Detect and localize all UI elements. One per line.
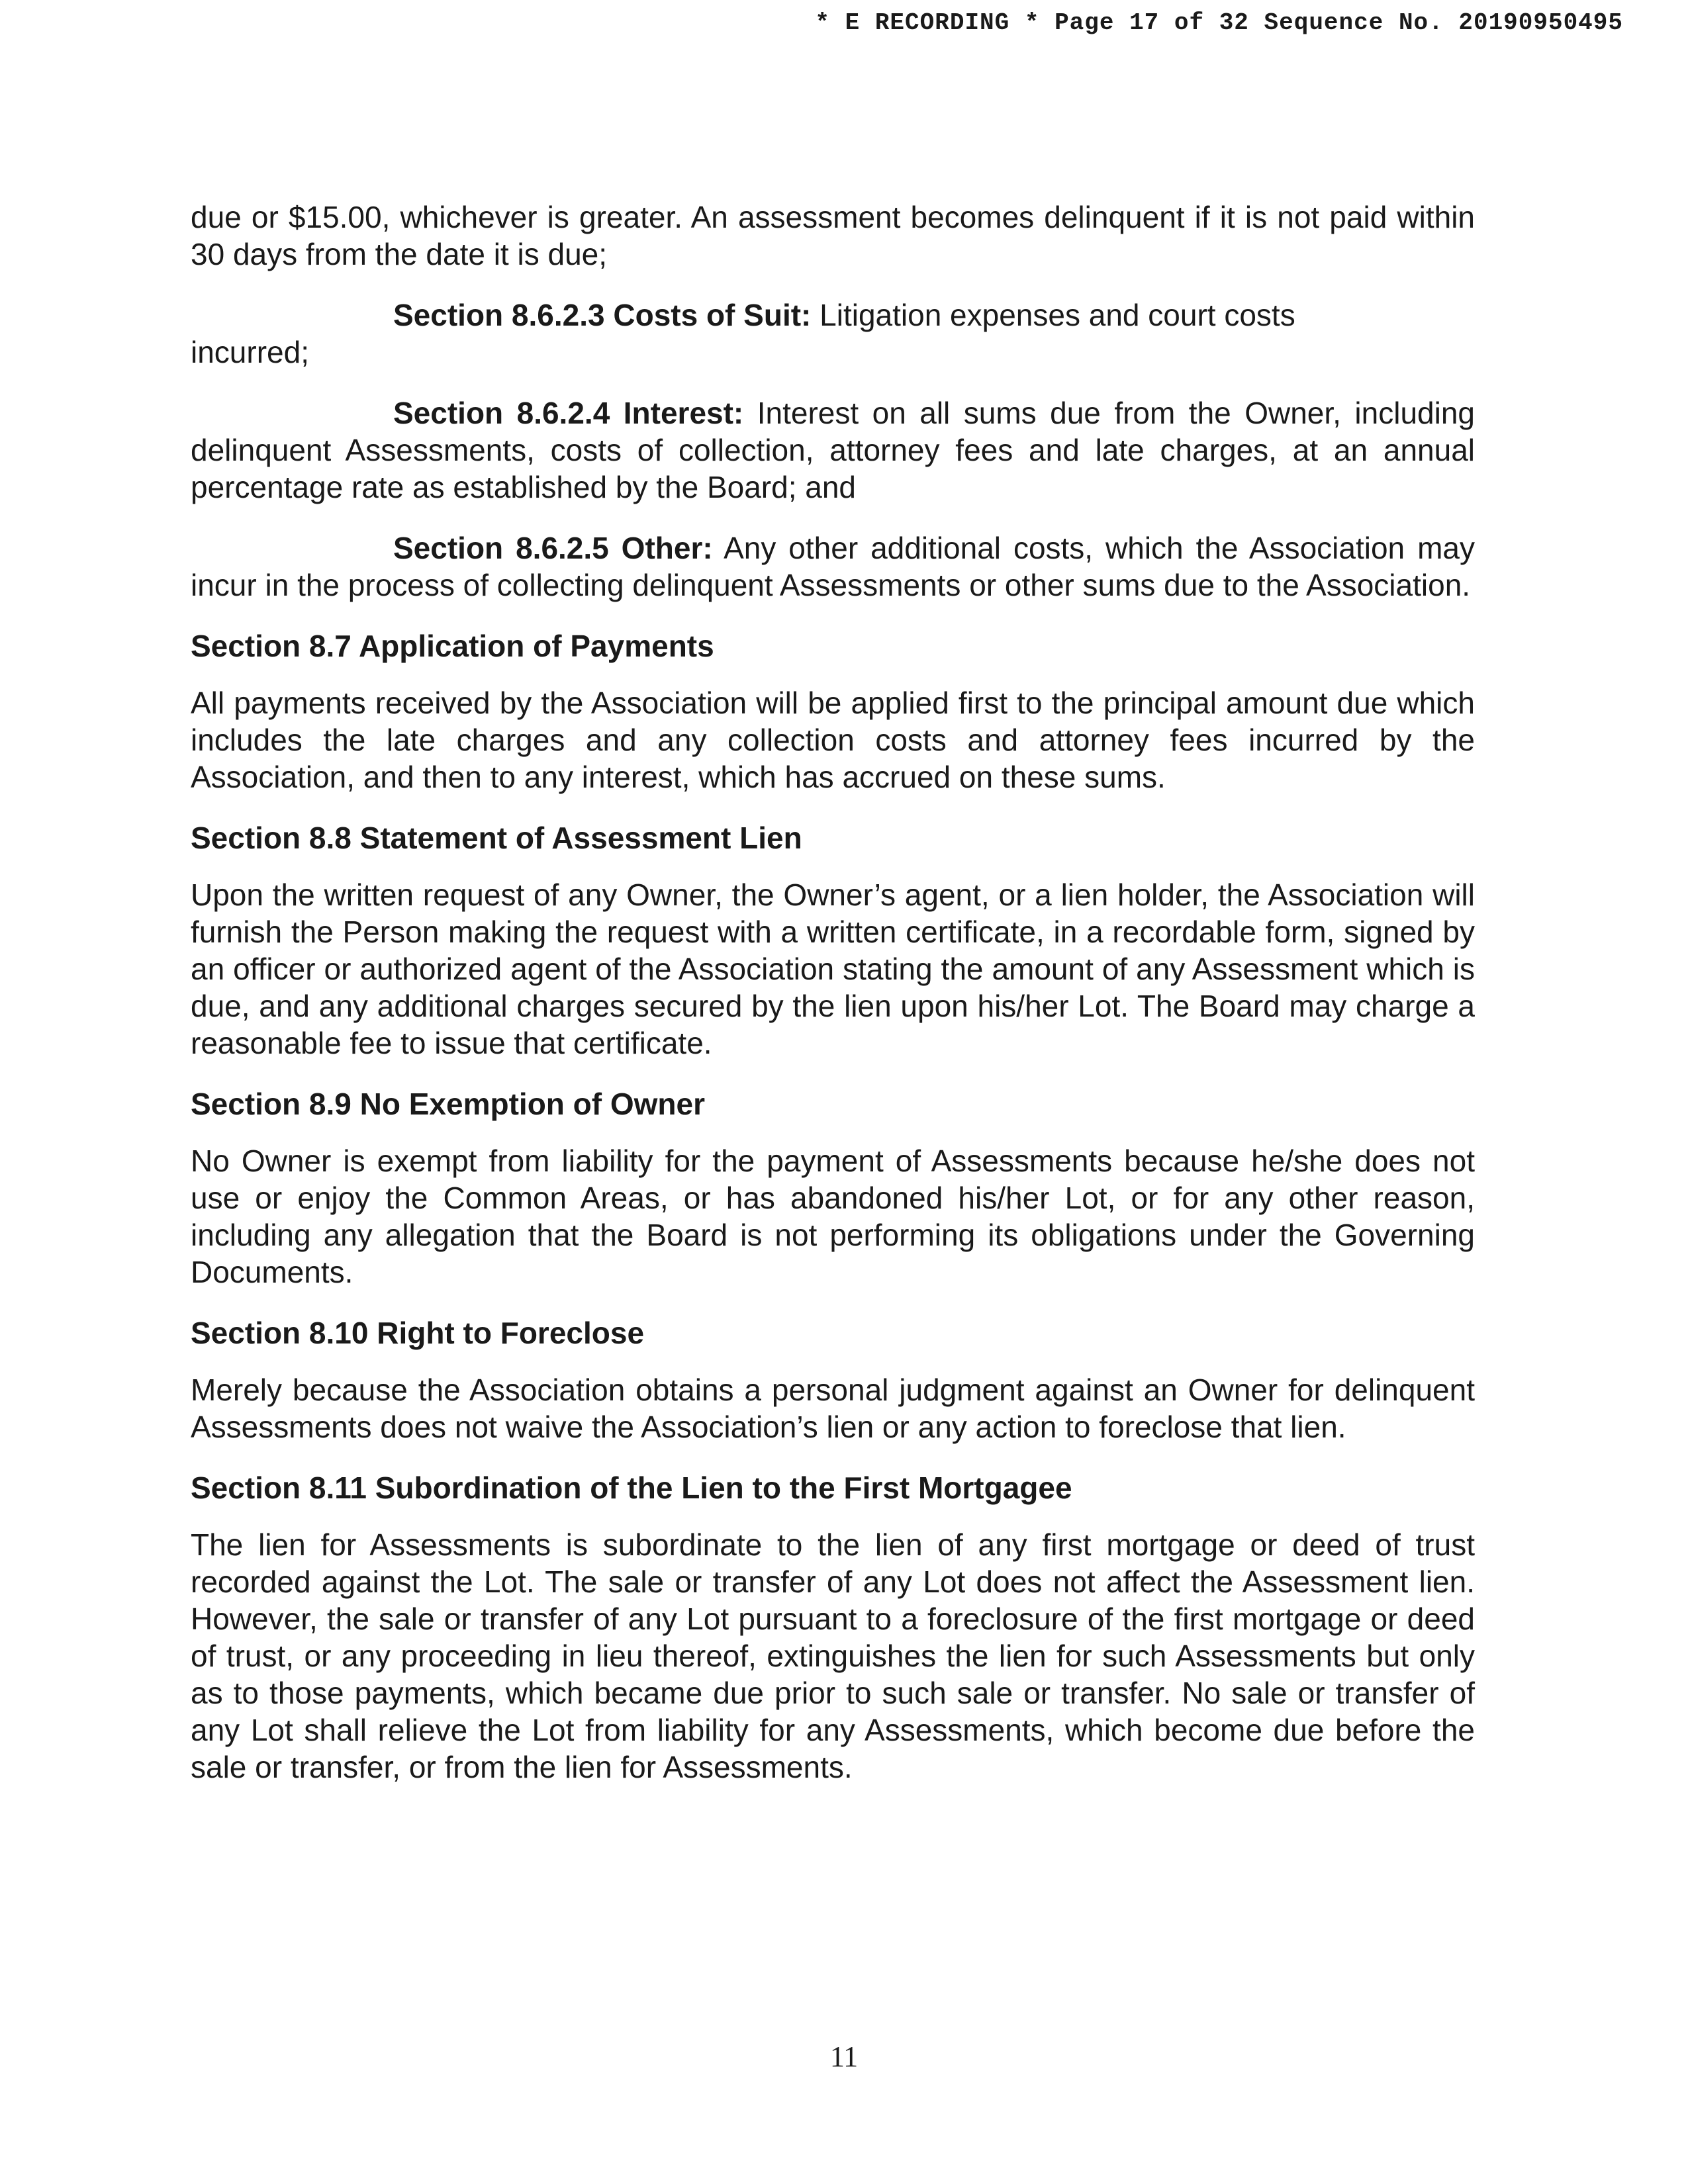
section-8-9-text: No Owner is exempt from liability for the payment of Assessments because he/she does not use or enjoy the Common Areas, or has abandoned his/her Lot, or for any other reason, including any allegation that the Board is not performing its obligations under the Governing Documents. (191, 1144, 1475, 1289)
section-8-6-2-3-tail: incurred; (191, 335, 309, 369)
section-8-6-2-4-text: Interest on all sums due from the Owner, including delinquent Assessments, costs of collection, attorney fees and late charges, at an annual percentage rate as established by the Board; and (191, 396, 1475, 504)
section-8-10-text: Merely because the Association obtains a personal judgment against an Owner for delinquent Assessments does not waive the Association’s lien or any action to foreclose that lien. (191, 1373, 1475, 1444)
late-charge-continuation: due or $15.00, whichever is greater. An assessment becomes delinquent if it is not paid within 30 days from the date it is due; (191, 200, 1475, 271)
section-8-6-2-3-label: Section 8.6.2.3 Costs of Suit: (393, 298, 812, 332)
section-8-8-text: Upon the written request of any Owner, the Owner’s agent, or a lien holder, the Association will furnish the Person making the request with a written certificate, in a recordable form, signed by an officer or authorized agent of the Association stating the amount of any Assessment which is due, and any additional charges secured by the lien upon his/her Lot. The Board may charge a reasonable fee to issue that certificate. (191, 878, 1475, 1060)
recording-header: * E RECORDING * Page 17 of 32 Sequence No. 20190950495 (815, 9, 1623, 36)
section-8-11-heading: Section 8.11 Subordination of the Lien to the First Mortgagee (191, 1471, 1072, 1505)
section-8-6-2-3 (191, 296, 1475, 371)
section-8-6-2-4-label: Section 8.6.2.4 Interest: (393, 396, 744, 430)
section-8-6-2-4 (191, 394, 1475, 506)
section-8-9-heading: Section 8.9 No Exemption of Owner (191, 1087, 706, 1121)
section-8-11-text: The lien for Assessments is subordinate to the lien of any first mortgage or deed of trust recorded against the Lot. The sale or transfer of any Lot does not affect the Assessment lien. However, the sale or transfer of any Lot pursuant to a foreclosure of the first mortgage or deed of trust, or any proceeding in lieu thereof, extinguishes the lien for such Assessments but only as to those payments, which became due prior to such sale or transfer. No sale or transfer of any Lot shall relieve the Lot from liability for any Assessments, which become due before the sale or transfer, or from the lien for Assessments. (191, 1527, 1475, 1784)
section-8-6-2-5-text: Any other additional costs, which the Association may incur in the process of collecting delinquent Assessments or other sums due to the Association. (191, 531, 1475, 602)
page-number: 11 (829, 2040, 859, 2073)
section-8-8-heading: Section 8.8 Statement of Assessment Lien (191, 821, 802, 855)
document-body (191, 199, 1475, 1809)
section-8-10-heading: Section 8.10 Right to Foreclose (191, 1316, 645, 1350)
section-8-6-2-5-label: Section 8.6.2.5 Other: (393, 531, 713, 565)
section-8-7-heading: Section 8.7 Application of Payments (191, 629, 714, 663)
section-8-6-2-5 (191, 529, 1475, 604)
section-8-7-text: All payments received by the Association will be applied first to the principal amount due which includes the late charges and any collection costs and attorney fees incurred by the Association, and then to any interest, which has accrued on these sums. (191, 686, 1475, 794)
section-8-6-2-3-text: Litigation expenses and court costs (820, 298, 1295, 332)
